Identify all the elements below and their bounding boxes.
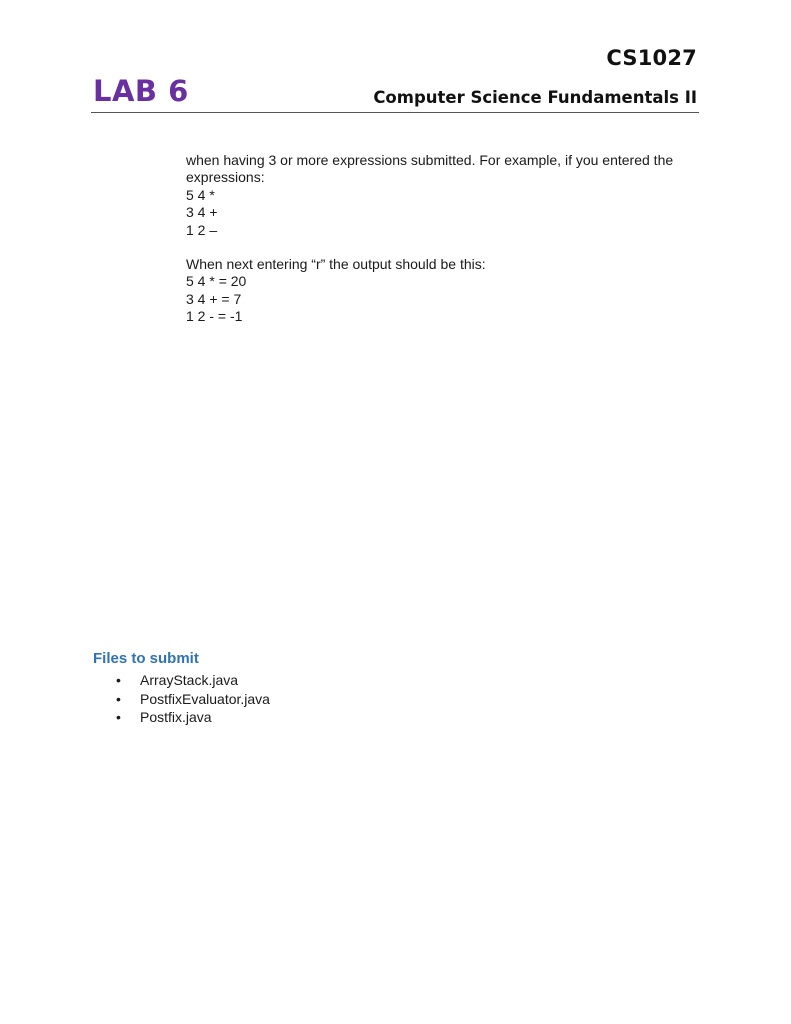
bullet-icon: • [116, 709, 121, 726]
file-name: Postfix.java [140, 709, 212, 726]
intro-text-line-2: expressions: [186, 169, 265, 186]
files-to-submit-heading: Files to submit [93, 650, 199, 667]
bullet-icon: • [116, 690, 121, 707]
input-expression: 5 4 * [186, 186, 215, 203]
input-expression: 1 2 – [186, 221, 218, 238]
bullet-icon: • [116, 672, 121, 688]
output-intro-text: When next entering “r” the output should be this: [186, 256, 486, 273]
list-item [114, 708, 270, 727]
header-divider [91, 112, 699, 113]
output-line: 1 2 - = -1 [186, 308, 243, 325]
output-line: 3 4 + = 7 [186, 290, 242, 307]
lab-title: LAB 6 [93, 74, 189, 108]
list-item [114, 671, 270, 690]
file-name: ArrayStack.java [140, 672, 239, 688]
input-expression: 3 4 + [186, 204, 218, 221]
instructions-body [186, 152, 706, 326]
course-name: Computer Science Fundamentals II [373, 88, 697, 107]
list-item [114, 690, 270, 709]
intro-text-line-1: when having 3 or more expressions submitted. For example, if you entered the [186, 152, 674, 168]
paragraph-gap [186, 239, 706, 256]
files-to-submit-list [114, 671, 270, 727]
output-line: 5 4 * = 20 [186, 273, 247, 290]
file-name: PostfixEvaluator.java [140, 690, 270, 707]
course-code: CS1027 [606, 46, 697, 70]
